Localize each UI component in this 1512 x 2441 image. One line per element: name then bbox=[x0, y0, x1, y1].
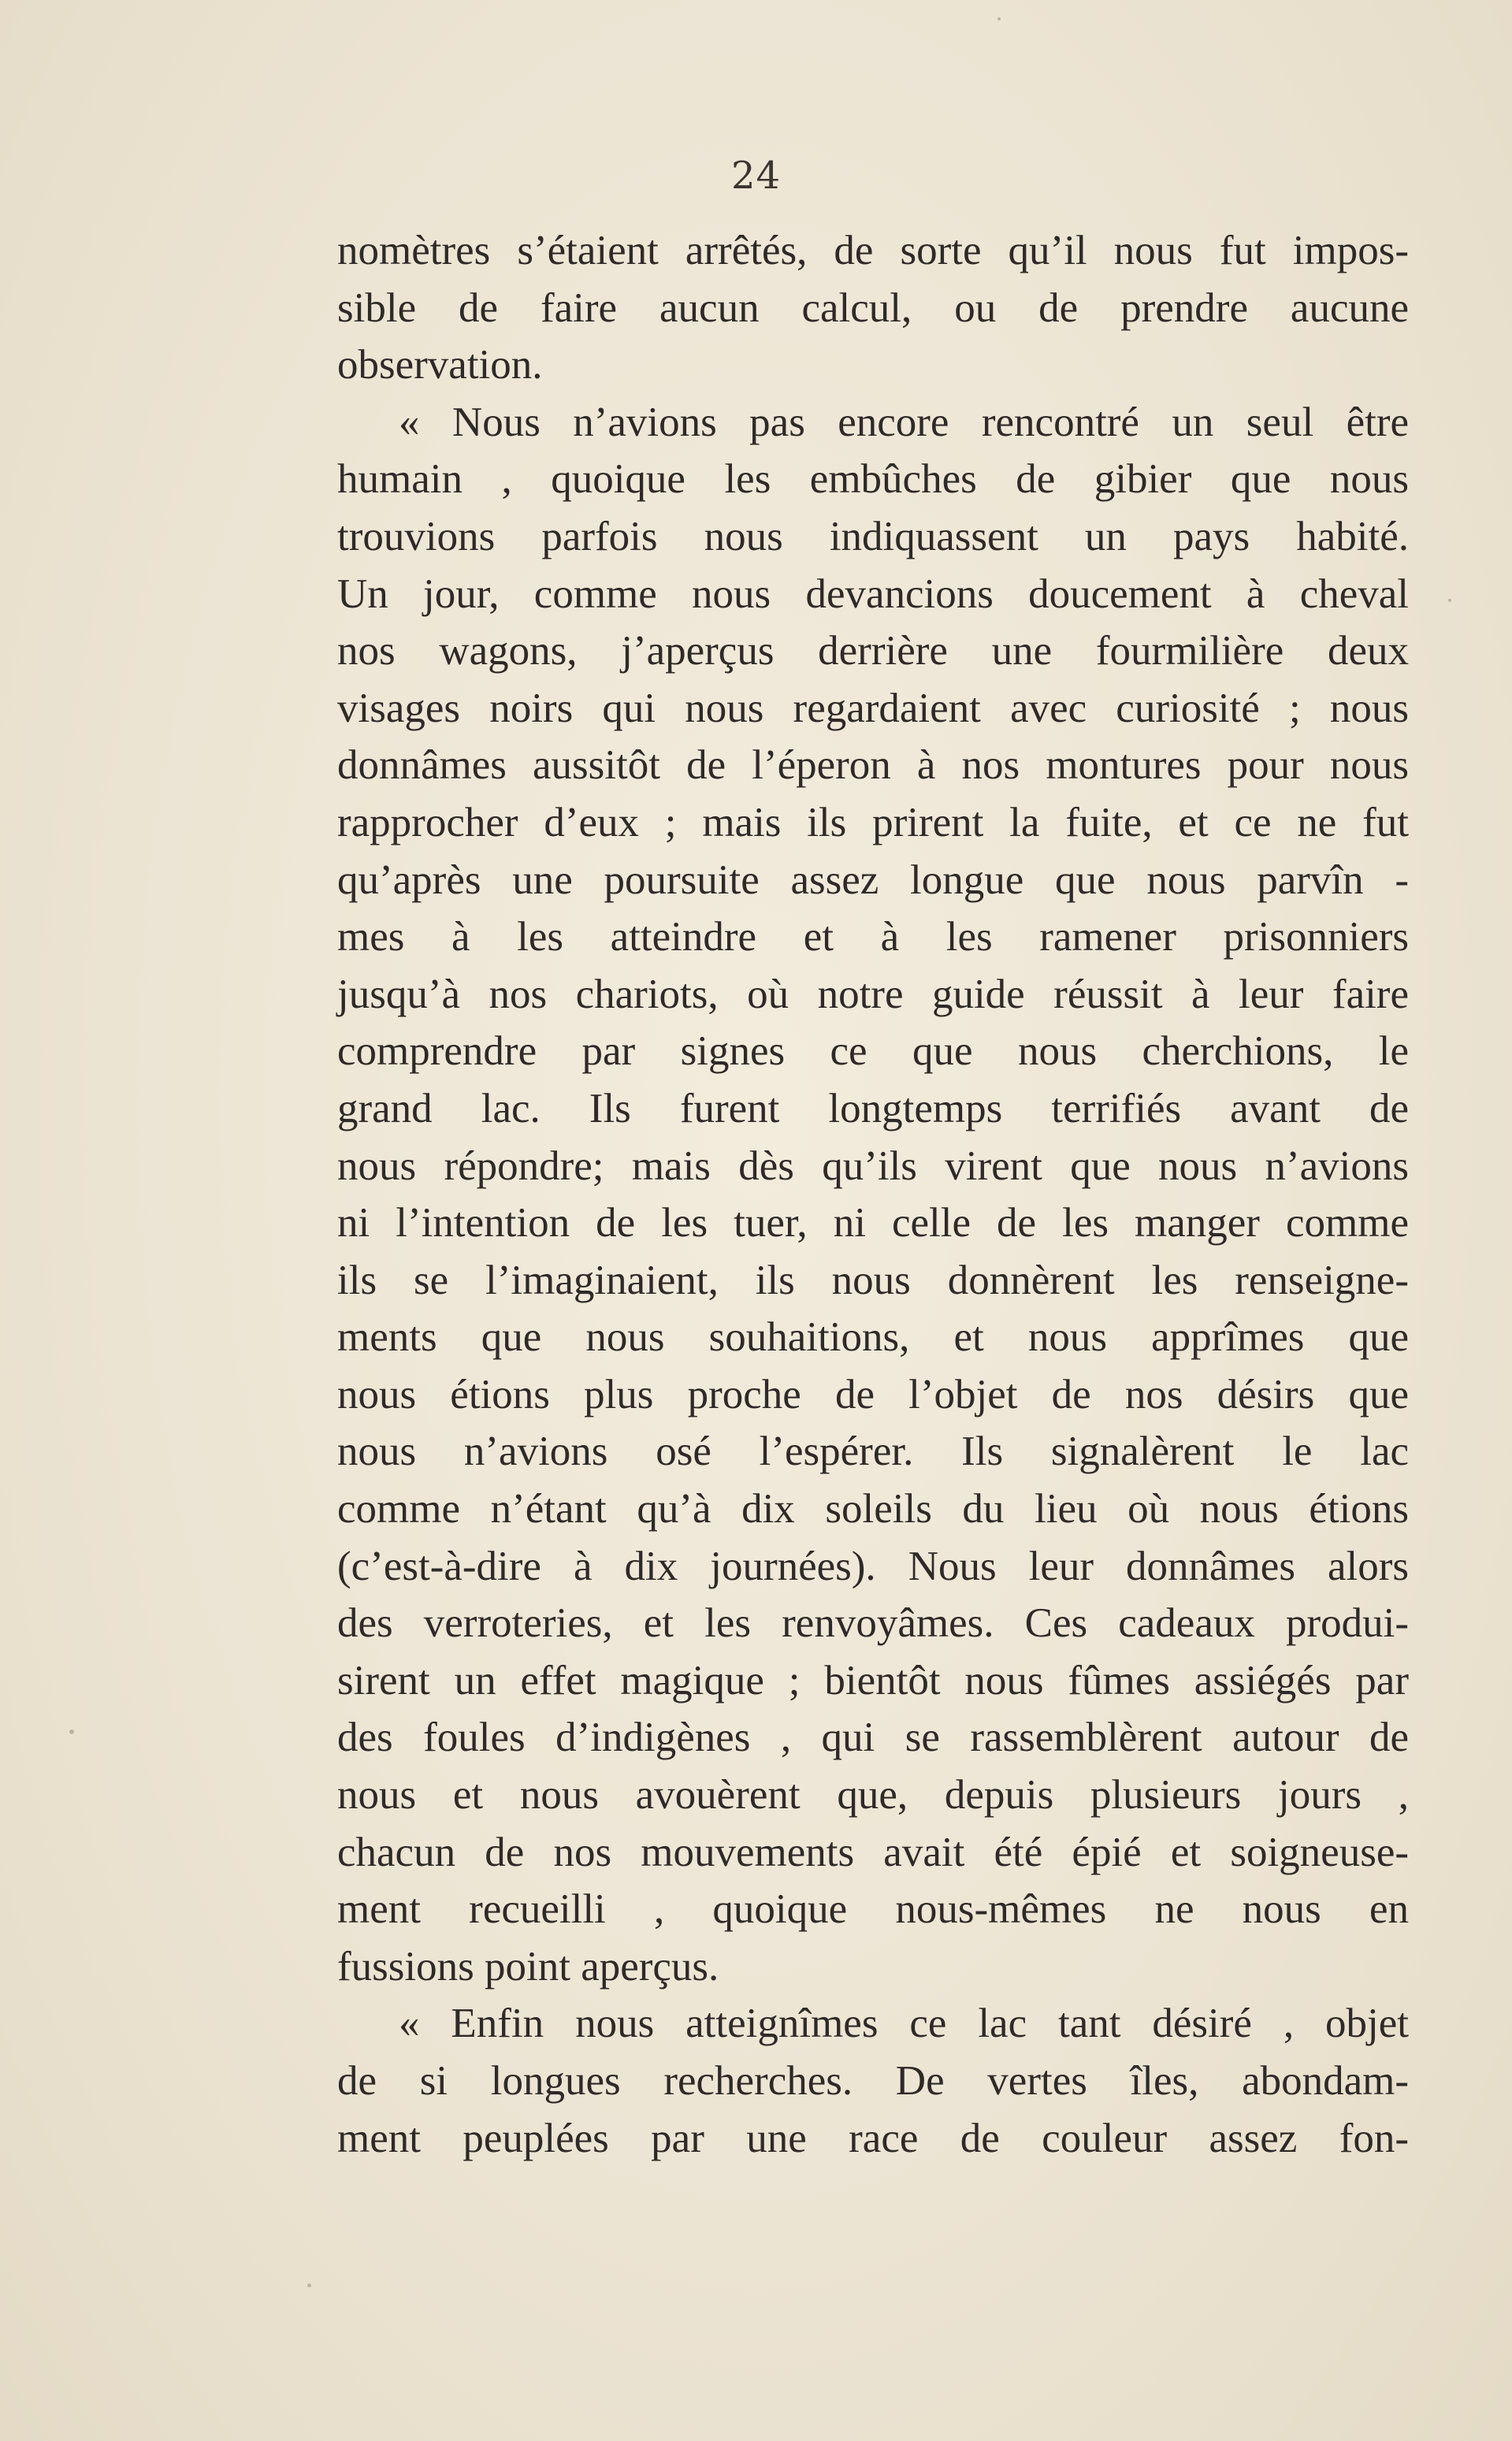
text-line: nous et nous avouèrent que, depuis plusieurs jours , bbox=[337, 1772, 1409, 1819]
text-line: fussions point aperçus. bbox=[337, 1943, 719, 1990]
text-line: (c’est-à-dire à dix journées). Nous leur donnâmes alors bbox=[337, 1543, 1409, 1589]
text-line: donnâmes aussitôt de l’éperon à nos montures pour nous bbox=[337, 742, 1409, 789]
paper-speck bbox=[69, 1730, 74, 1734]
text-line: nos wagons, j’aperçus derrière une fourmilière deux bbox=[337, 628, 1409, 674]
text-line: sirent un effet magique ; bientôt nous fûmes assiégés par bbox=[337, 1657, 1409, 1703]
paper-speck bbox=[307, 2283, 311, 2287]
text-line: ment recueilli , quoique nous-mêmes ne nous en bbox=[337, 1886, 1409, 1933]
text-line: ment peuplées par une race de couleur assez fon- bbox=[337, 2115, 1409, 2161]
text-line: observation. bbox=[337, 342, 543, 388]
paper-speck bbox=[1448, 599, 1451, 602]
text-line: ments que nous souhaitions, et nous apprîmes que bbox=[337, 1314, 1409, 1361]
text-line: rapprocher d’eux ; mais ils prirent la fuite, et ce ne fut bbox=[337, 799, 1409, 845]
text-line: Un jour, comme nous devancions doucement à cheval bbox=[337, 570, 1409, 617]
text-line: des foules d’indigènes , qui se rassemblèrent autour de bbox=[337, 1715, 1409, 1761]
text-line: « Enfin nous atteignîmes ce lac tant désiré , objet bbox=[399, 2001, 1409, 2047]
text-line: « Nous n’avions pas encore rencontré un seul être bbox=[399, 399, 1409, 445]
text-line: de si longues recherches. De vertes îles, abondam- bbox=[337, 2058, 1409, 2104]
text-line: grand lac. Ils furent longtemps terrifiés avant de bbox=[337, 1085, 1409, 1131]
text-line: ils se l’imaginaient, ils nous donnèrent les renseigne- bbox=[337, 1257, 1409, 1303]
text-line: jusqu’à nos chariots, où notre guide réussit à leur faire bbox=[337, 971, 1409, 1017]
text-line: sible de faire aucun calcul, ou de prendre aucune bbox=[337, 284, 1409, 331]
text-line: comme n’étant qu’à dix soleils du lieu où nous étions bbox=[337, 1486, 1409, 1533]
text-line: mes à les atteindre et à les ramener prisonniers bbox=[337, 914, 1409, 960]
text-line: chacun de nos mouvements avait été épié et soigneuse- bbox=[337, 1829, 1409, 1875]
page-number: 24 bbox=[730, 154, 782, 198]
paper-speck bbox=[997, 17, 1001, 20]
body-text bbox=[337, 222, 1409, 2167]
text-line: nous étions plus proche de l’objet de nos désirs que bbox=[337, 1371, 1409, 1417]
text-line: nous n’avions osé l’espérer. Ils signalèrent le lac bbox=[337, 1429, 1409, 1475]
text-line: nomètres s’étaient arrêtés, de sorte qu’il nous fut impos- bbox=[337, 228, 1409, 273]
text-line: humain , quoique les embûches de gibier que nous bbox=[337, 456, 1409, 503]
text-line: visages noirs qui nous regardaient avec curiosité ; nous bbox=[337, 685, 1409, 731]
text-line: comprendre par signes ce que nous cherchions, le bbox=[337, 1028, 1409, 1075]
text-line: ni l’intention de les tuer, ni celle de les manger comme bbox=[337, 1200, 1409, 1247]
text-line: des verroteries, et les renvoyâmes. Ces cadeaux produi- bbox=[337, 1600, 1409, 1647]
text-line: nous répondre; mais dès qu’ils virent que nous n’avions bbox=[337, 1142, 1409, 1189]
text-line: trouvions parfois nous indiquassent un pays habité. bbox=[337, 513, 1409, 559]
text-line: qu’après une poursuite assez longue que nous parvîn - bbox=[337, 856, 1409, 903]
